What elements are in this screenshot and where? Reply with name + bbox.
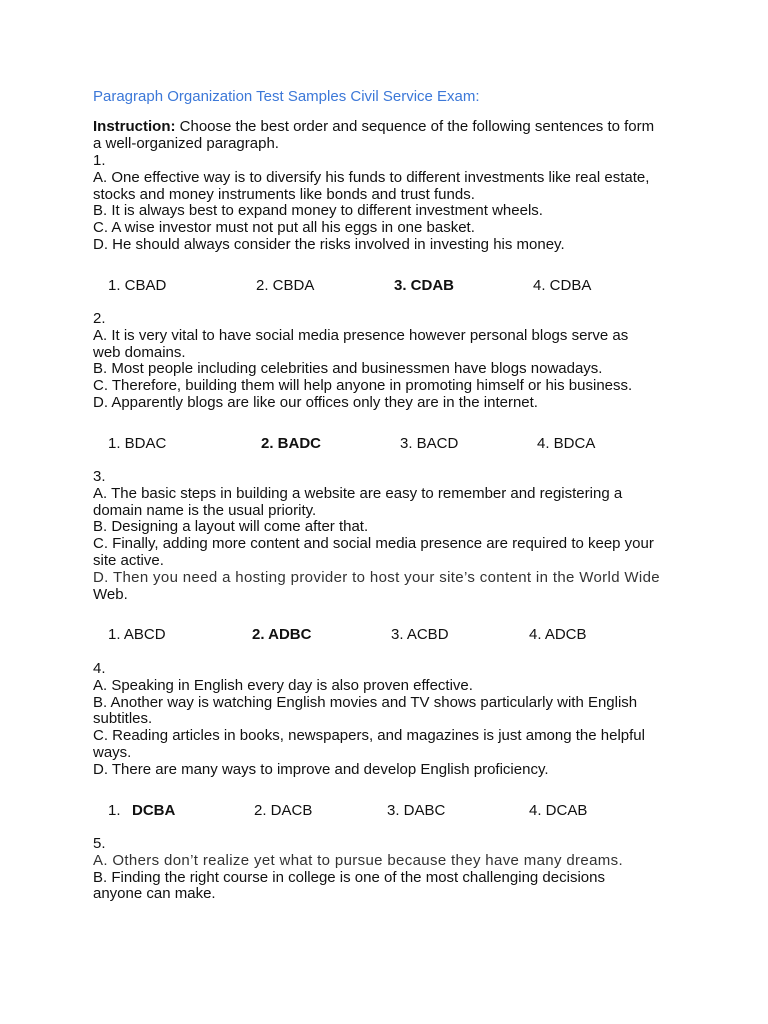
question-line: C. A wise investor must not put all his eggs in one basket. [93,219,475,237]
answer-options-4 [108,802,708,822]
question-4 [93,661,693,779]
question-line: A. One effective way is to diversify his funds to different investments like real estate, [93,168,650,186]
question-line: B. It is always best to expand money to different investment wheels. [93,202,543,220]
question-number: 1. [93,152,106,169]
question-2 [93,311,693,412]
question-line: C. Therefore, building them will help anyone in promoting himself or his business. [93,377,633,395]
answer-option: 2. DACB [254,802,313,819]
question-line: Web. [93,585,128,603]
answer-option-correct: 3. CDAB [394,277,455,294]
question-line: ways. [93,743,132,761]
instruction [93,119,693,152]
answer-option: 4. DCAB [529,802,588,819]
question-line: web domains. [93,343,186,361]
answer-option-correct: 2. BADC [261,435,322,452]
instruction-line-1 [93,119,693,136]
answer-option-number: 1. [108,802,121,819]
question-line: C. Reading articles in books, newspapers, and magazines is just among the helpful [93,727,645,745]
question-line: D. Apparently blogs are like our offices only they are in the internet. [93,393,538,411]
answer-option: 3. DABC [387,802,446,819]
instruction-text-1: Choose the best order and sequence of the following sentences to form [175,118,655,135]
answer-option: 3. BACD [400,435,459,452]
question-line: D. He should always consider the risks involved in investing his money. [93,235,565,253]
answer-option: 3. ACBD [391,626,449,643]
question-line: B. Another way is watching English movies and TV shows particularly with English [93,693,638,711]
answer-options-3 [108,626,708,646]
question-number: 2. [93,310,106,327]
question-line: subtitles. [93,710,153,728]
question-line: stocks and money instruments like bonds and trust funds. [93,185,475,203]
answer-option: 1. ABCD [108,626,166,643]
question-line: D. There are many ways to improve and develop English proficiency. [93,760,549,778]
answer-option: 1. BDAC [108,435,167,452]
question-1 [93,153,693,254]
question-line: A. Others don’t realize yet what to pursue because they have many dreams. [93,851,623,869]
question-number: 4. [93,660,106,677]
question-line: anyone can make. [93,885,216,903]
answer-option: 4. ADCB [529,626,587,643]
question-line: A. It is very vital to have social media presence however personal blogs serve as [93,326,629,344]
document-title: Paragraph Organization Test Samples Civil Service Exam: [93,88,480,105]
question-line: B. Designing a layout will come after that. [93,518,369,536]
question-line: A. The basic steps in building a website are easy to remember and registering a [93,484,623,502]
answer-options-1 [108,277,708,297]
answer-option: 1. CBAD [108,277,167,294]
question-number: 5. [93,835,106,852]
question-line: A. Speaking in English every day is also proven effective. [93,676,473,694]
question-line: D. Then you need a hosting provider to host your site’s content in the World Wide [93,568,660,586]
instruction-text-2: a well-organized paragraph. [93,134,279,152]
question-line: site active. [93,551,164,569]
question-line: B. Most people including celebrities and businessmen have blogs nowadays. [93,360,603,378]
question-line: B. Finding the right course in college is one of the most challenging decisions [93,868,605,886]
answer-option-correct: DCBA [132,802,176,819]
question-line: C. Finally, adding more content and social media presence are required to keep your [93,535,654,553]
answer-options-2 [108,435,708,455]
answer-option: 4. CDBA [533,277,592,294]
question-line: domain name is the usual priority. [93,501,317,519]
answer-option: 4. BDCA [537,435,596,452]
answer-option-correct: 2. ADBC [252,626,312,643]
question-5 [93,836,693,903]
answer-option: 2. CBDA [256,277,315,294]
question-number: 3. [93,468,106,485]
instruction-label: Instruction: [93,118,176,135]
question-3 [93,469,693,603]
